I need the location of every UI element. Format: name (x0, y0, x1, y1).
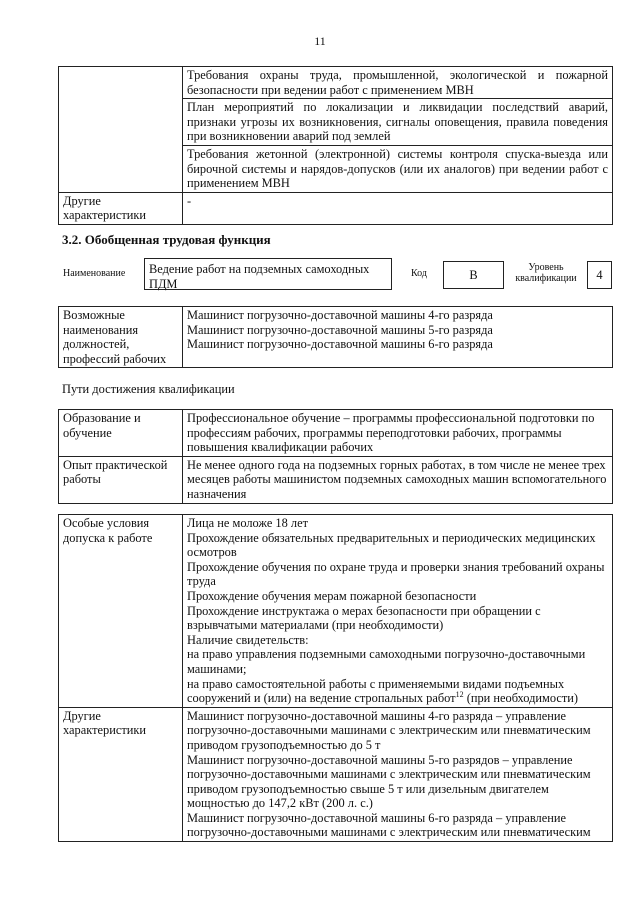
positions-list (183, 307, 613, 368)
condition-item-suffix: (при необходимости) (463, 691, 579, 706)
other-char-item: Машинист погрузочно-доставочной машины 5-го разрядов – управление погрузочно-доставочными машинами с электрическим или пневматическим приводом грузоподъемностью свыше 5 т или дизельным двигателем мощностью до 147,2 кВт (200 л. с.) (187, 752, 591, 811)
footnote-marker[interactable]: 12 (455, 690, 464, 699)
conditions-list (183, 515, 613, 708)
condition-item: Наличие свидетельств: (187, 632, 309, 647)
code-label: Код (411, 268, 427, 279)
section-title: 3.2. Обобщенная трудовая функция (62, 232, 271, 247)
other-characteristics-label: Другие характеристики (59, 192, 183, 224)
position-item: Машинист погрузочно-доставочной машины 5-го разряда (187, 322, 493, 337)
condition-item (187, 677, 608, 706)
knowledge-label-cell (59, 67, 183, 193)
other-characteristics-value: - (183, 192, 613, 224)
positions-label: Возможные наименования должностей, профессий рабочих (59, 307, 183, 368)
other-chars-label: Другие характеристики (59, 707, 183, 841)
condition-item: Лица не моложе 18 лет (187, 516, 309, 530)
experience-value: Не менее одного года на подземных горных работах, в том числе не менее трех месяцев работы машинистом подземных самоходных машин вспомогательного назначения (183, 456, 613, 503)
experience-label: Опыт практической работы (59, 456, 183, 503)
level-label: Уровень квалификации (515, 262, 577, 284)
other-char-item: Машинист погрузочно-доставочной машины 4-го разряда – управление погрузочно-доставочными машинами с электрическим или пневматическим приводом грузоподъемностью до 5 т (187, 708, 591, 752)
condition-item: Прохождение обучения мерам пожарной безопасности (187, 588, 477, 603)
qualification-table (58, 409, 613, 504)
positions-table (58, 306, 613, 368)
condition-item: Прохождение обязательных предварительных и периодических медицинских осмотров (187, 530, 596, 560)
education-value: Профессиональное обучение – программы профессиональной подготовки по профессиям рабочих, программы переподготовки рабочих, программы повышения квалификации рабочих (183, 410, 613, 457)
condition-item: на право управления подземными самоходными погрузочно-доставочными машинами; (187, 647, 586, 676)
position-item: Машинист погрузочно-доставочной машины 4-го разряда (187, 308, 493, 322)
knowledge-row: Требования охраны труда, промышленной, экологической и пожарной безопасности при ведении работ с применением МВН (183, 67, 613, 99)
knowledge-row: План мероприятий по локализации и ликвидации последствий аварий, признаки угрозы их возникновения, сигналы оповещения, правила поведения при возникновении аварий под землей (183, 99, 613, 146)
position-item: Машинист погрузочно-доставочной машины 6-го разряда (187, 337, 493, 352)
function-name: Ведение работ на подземных самоходных ПДМ (149, 262, 370, 291)
code-box: В (443, 261, 504, 289)
knowledge-row: Требования жетонной (электронной) системы контроля спуска-выезда или бирочной системы и нарядов-допусков (или их аналогов) при ведении работ с применением МВН (183, 145, 613, 192)
condition-item: Прохождение инструктажа о мерах безопасности при обращении с взрывчатыми материалами (при необходимости) (187, 603, 541, 633)
other-chars-list (183, 707, 613, 841)
name-label: Наименование (63, 268, 126, 279)
conditions-label: Особые условия допуска к работе (59, 515, 183, 708)
page-number: 11 (314, 34, 326, 48)
level-box: 4 (587, 261, 612, 289)
condition-item-text: на право самостоятельной работы с применяемыми видами подъемных сооружений и (или) на ведение стропальных работ (187, 676, 565, 706)
conditions-table (58, 514, 613, 842)
knowledge-table (58, 66, 613, 225)
other-char-item: Машинист погрузочно-доставочной машины 6-го разряда – управление погрузочно-доставочными машинами с электрическим или пневматическим (187, 810, 591, 840)
condition-item: Прохождение обучения по охране труда и проверки знания требований охраны труда (187, 559, 605, 589)
education-label: Образование и обучение (59, 410, 183, 457)
function-name-box (144, 258, 392, 290)
paths-title: Пути достижения квалификации (62, 382, 235, 396)
